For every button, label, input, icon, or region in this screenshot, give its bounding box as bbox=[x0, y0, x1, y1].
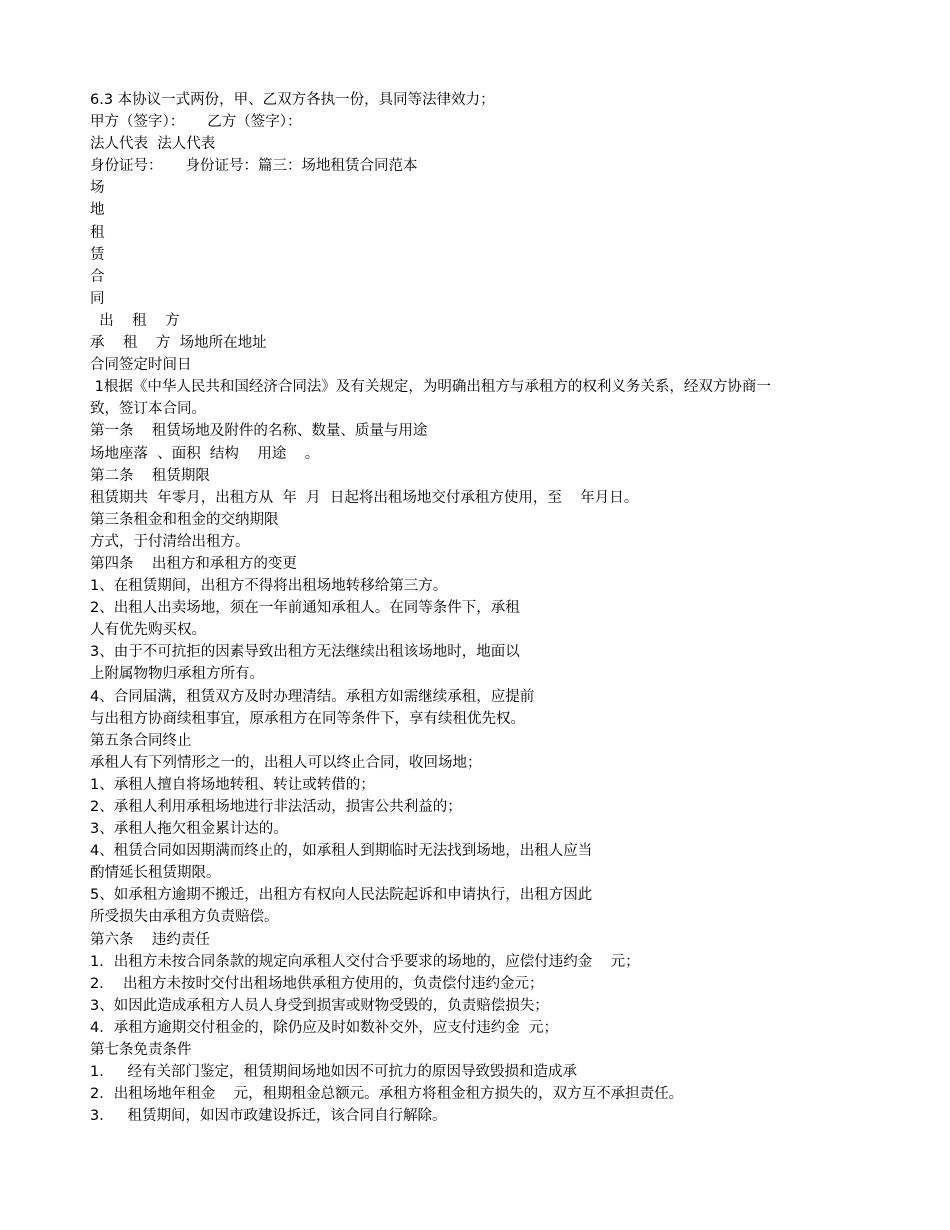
vertical-title-char: 合 bbox=[90, 268, 105, 285]
text-line: 6.3 本协议一式两份，甲、乙双方各执一份，具同等法律效力； bbox=[90, 92, 495, 108]
article-heading: 第二条 租赁期限 bbox=[90, 467, 210, 484]
clause-line: 4、租赁合同如因期满而终止的，如承租人到期临时无法找到场地，出租人应当 bbox=[90, 843, 593, 860]
article-heading: 第三条租金和租金的交纳期限 bbox=[90, 511, 279, 528]
text-line: 承租人有下列情形之一的，出租人可以终止合同，收回场地； bbox=[90, 754, 482, 771]
article-heading: 第六条 违约责任 bbox=[90, 931, 210, 948]
clause-line: 酌情延长租赁期限。 bbox=[90, 865, 221, 882]
article-heading: 第五条合同终止 bbox=[90, 732, 192, 749]
text-line: 租赁期共 年零月，出租方从 年 月 日起将出租场地交付承租方使用，至 年月日。 bbox=[90, 489, 639, 506]
clause-line: 5、如承租方逾期不搬迁，出租方有权向人民法院起诉和申请执行，出租方因此 bbox=[90, 887, 593, 904]
clause-line: 1．出租方未按合同条款的规定向承租人交付合乎要求的场地的，应偿付违约金 元； bbox=[90, 953, 640, 970]
clause-line: 1． 经有关部门鉴定，租赁期间场地如因不可抗力的原因导致毁损和造成承 bbox=[90, 1064, 578, 1081]
vertical-title-char: 赁 bbox=[90, 246, 105, 263]
vertical-title-char: 地 bbox=[90, 202, 105, 219]
lessor-line: 出 租 方 bbox=[90, 312, 180, 329]
clause-line: 1、承租人擅自将场地转租、转让或转借的； bbox=[90, 776, 375, 793]
document-body bbox=[90, 89, 890, 1127]
clause-line: 3、承租人拖欠租金累计达的。 bbox=[90, 821, 288, 838]
clause-line: 所受损失由承租方负责赔偿。 bbox=[90, 909, 279, 926]
text-line: 方式，于付清给出租方。 bbox=[90, 533, 250, 550]
clause-line: 与出租方协商续租事宜，原承租方在同等条件下，享有续租优先权。 bbox=[90, 710, 525, 727]
article-heading: 第七条免责条件 bbox=[90, 1042, 192, 1059]
article-heading: 第四条 出租方和承租方的变更 bbox=[90, 555, 297, 572]
clause-line: 4．承租方逾期交付租金的，除仍应及时如数补交外，应支付违约金 元； bbox=[90, 1019, 558, 1036]
clause-line: 3、如因此造成承租方人员人身受到损害或财物受毁的，负责赔偿损失； bbox=[90, 997, 549, 1014]
preamble-line: 1根据《中华人民共和国经济合同法》及有关规定，为明确出租方与承租方的权利义务关系，经双方协商一 bbox=[90, 379, 771, 396]
preamble-line: 致，签订本合同。 bbox=[90, 401, 206, 418]
vertical-title-char: 场 bbox=[90, 180, 105, 197]
vertical-title-char: 租 bbox=[90, 224, 105, 241]
clause-line: 4、合同届满，租赁双方及时办理清结。承租方如需继续承租，应提前 bbox=[90, 688, 535, 705]
clause-line: 1、在租赁期间，出租方不得将出租场地转移给第三方。 bbox=[90, 578, 448, 595]
text-line: 场地座落 、面积 结构 用途 。 bbox=[90, 445, 320, 462]
clause-line: 2、承租人利用承租场地进行非法活动，损害公共利益的； bbox=[90, 799, 462, 815]
clause-line: 2．出租场地年租金 元，租期租金总额元。承租方将租金租方损失的，双方互不承担责任。 bbox=[90, 1086, 684, 1103]
clause-line: 2、出租人出卖场地，须在一年前通知承租人。在同等条件下，承租 bbox=[90, 600, 520, 617]
lessee-line: 承 租 方 场地所在地址 bbox=[90, 335, 267, 352]
clause-line: 2． 出租方未按时交付出租场地供承租方使用的，负责偿付违约金元； bbox=[90, 975, 544, 992]
representative-line: 法人代表 法人代表 bbox=[90, 136, 216, 153]
signature-line: 甲方（签字）： 乙方（签字）： bbox=[90, 114, 302, 131]
clause-line: 人有优先购买权。 bbox=[90, 622, 206, 639]
id-number-line: 身份证号： 身份证号：篇三：场地租赁合同范本 bbox=[90, 158, 418, 175]
vertical-title-char: 同 bbox=[90, 290, 105, 307]
article-heading: 第一条 租赁场地及附件的名称、数量、质量与用途 bbox=[90, 423, 428, 440]
clause-line: 3、由于不可抗拒的因素导致出租方无法继续出租该场地时，地面以 bbox=[90, 644, 520, 661]
signing-date-line: 合同签定时间日 bbox=[90, 357, 192, 374]
clause-line: 上附属物物归承租方所有。 bbox=[90, 666, 264, 683]
clause-line: 3． 租赁期间，如因市政建设拆迁，该合同自行解除。 bbox=[90, 1108, 447, 1125]
